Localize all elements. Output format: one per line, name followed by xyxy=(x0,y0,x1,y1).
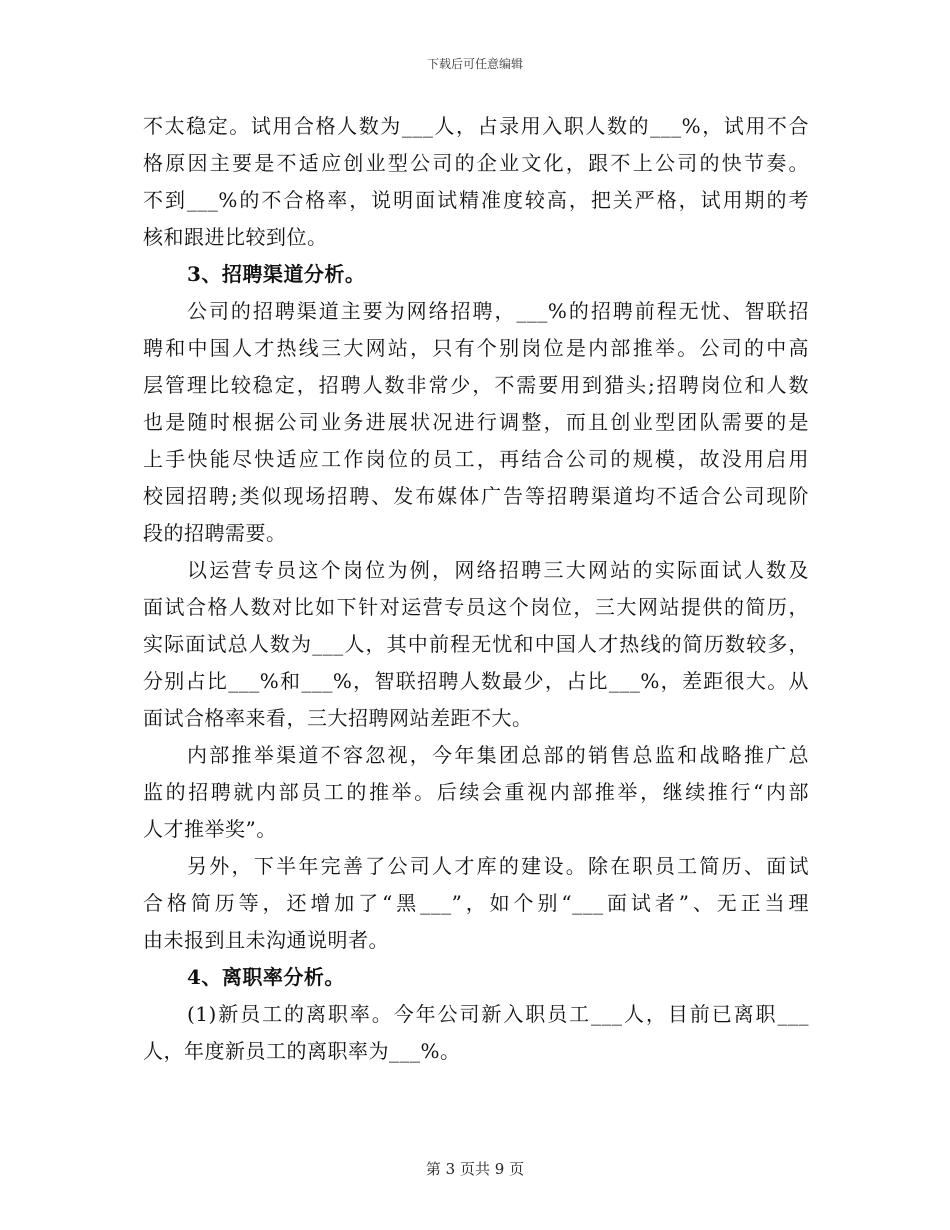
text-line-13: 以运营专员这个岗位为例，网络招聘三大网站的实际面试人数及 xyxy=(187,558,809,582)
text-line-5: 3、招聘渠道分析。 xyxy=(187,262,366,286)
text-line-8: 层管理比较稳定，招聘人数非常少，不需要用到猎头;招聘岗位和人数 xyxy=(143,373,809,397)
text-line-22: 合格简历等，还增加了“黑___”，如个别“___面试者”、无正当理 xyxy=(143,891,809,915)
text-line-9: 也是随时根据公司业务进展状况进行调整，而且创业型团队需要的是 xyxy=(143,410,809,434)
text-line-18: 内部推举渠道不容忽视，今年集团总部的销售总监和战略推广总 xyxy=(187,743,809,767)
text-line-12: 段的招聘需要。 xyxy=(143,521,287,545)
text-line-26: 人，年度新员工的离职率为___%。 xyxy=(143,1039,461,1063)
text-line-7: 聘和中国人才热线三大网站，只有个别岗位是内部推举。公司的中高 xyxy=(143,336,809,360)
text-line-11: 校园招聘;类似现场招聘、发布媒体广告等招聘渠道均不适合公司现阶 xyxy=(143,484,809,508)
text-line-1: 不太稳定。试用合格人数为___人，占录用入职人数的___%，试用不合 xyxy=(143,114,809,138)
text-line-19: 监的招聘就内部员工的推举。后续会重视内部推举，继续推行“内部 xyxy=(143,780,809,804)
text-line-25: (1)新员工的离职率。今年公司新入职员工___人，目前已离职___ xyxy=(187,1002,809,1026)
text-line-14: 面试合格人数对比如下针对运营专员这个岗位，三大网站提供的简历， xyxy=(143,595,809,619)
document-body xyxy=(143,108,809,1070)
text-line-17: 面试合格率来看，三大招聘网站差距不大。 xyxy=(143,706,533,730)
text-line-10: 上手快能尽快适应工作岗位的员工，再结合公司的规模，故没用启用 xyxy=(143,447,809,471)
text-line-2: 格原因主要是不适应创业型公司的企业文化，跟不上公司的快节奏。 xyxy=(143,151,809,175)
text-line-21: 另外，下半年完善了公司人才库的建设。除在职员工简历、面试 xyxy=(187,854,809,878)
page-header: 下载后可任意编辑 xyxy=(426,57,523,71)
text-line-6: 公司的招聘渠道主要为网络招聘，___%的招聘前程无忧、智联招 xyxy=(187,299,809,323)
text-line-15: 实际面试总人数为___人，其中前程无忧和中国人才热线的简历数较多， xyxy=(143,632,809,656)
text-line-16: 分别占比___%和___%，智联招聘人数最少，占比___%，差距很大。从 xyxy=(143,669,809,693)
text-line-3: 不到___%的不合格率，说明面试精准度较高，把关严格，试用期的考 xyxy=(143,188,809,212)
text-line-4: 核和跟进比较到位。 xyxy=(143,225,328,249)
text-line-23: 由未报到且未沟通说明者。 xyxy=(143,928,389,952)
text-line-20: 人才推举奖”。 xyxy=(143,817,277,841)
text-line-24: 4、离职率分析。 xyxy=(187,965,345,989)
page-footer: 第 3 页共 9 页 xyxy=(425,1160,525,1178)
